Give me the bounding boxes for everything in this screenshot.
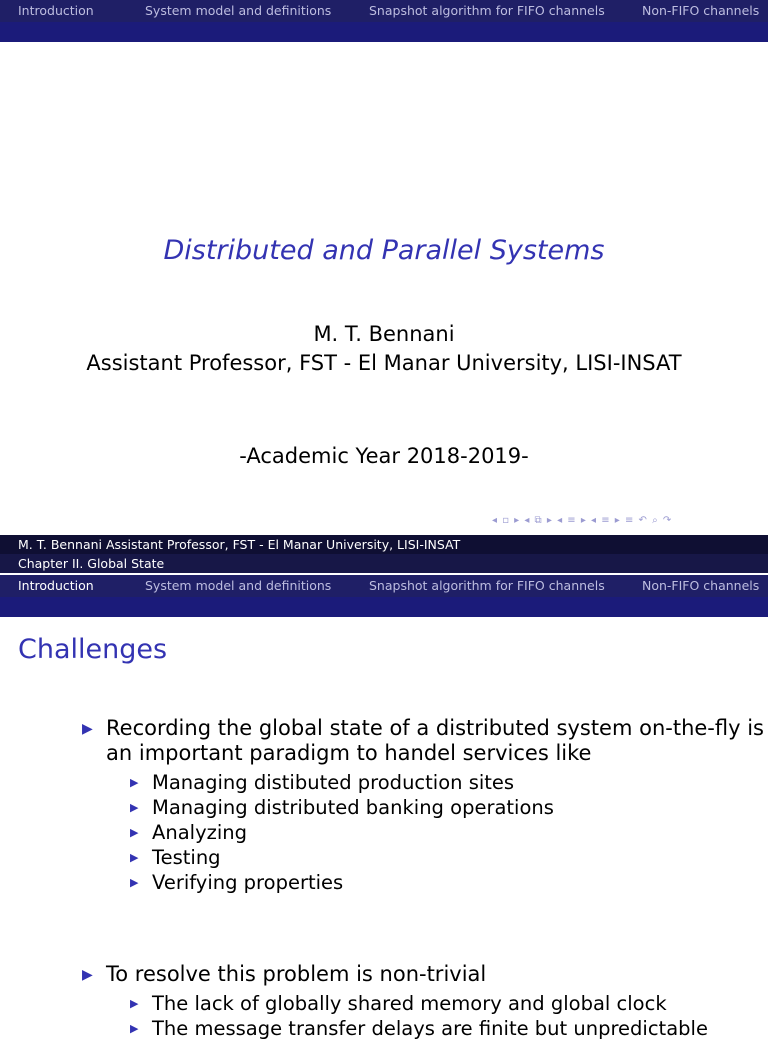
- bullet-triangle-icon: ▶: [130, 851, 139, 864]
- bullet-triangle-icon: ▶: [130, 876, 139, 889]
- beamer-navigation-icons[interactable]: ◂ ▫ ▸ ◂ ⧉ ▸ ◂ ≡ ▸ ◂ ≡ ▸ ≡ ↶ ⌕ ↷: [492, 515, 673, 526]
- sub-bullet-text: Managing distibuted production sites: [152, 771, 515, 794]
- footer-chapter-bar: [0, 554, 768, 573]
- sub-bullet-item: [106, 820, 764, 845]
- bullet-text-line: To resolve this problem is non-trivial: [106, 962, 487, 986]
- author-affiliation: Assistant Professor, FST - El Manar University, LISI-INSAT: [86, 351, 682, 375]
- sub-bullet-item: [106, 870, 764, 895]
- nav-snapshot-fifo[interactable]: Snapshot algorithm for FIFO channels: [369, 3, 605, 18]
- nav-system-model[interactable]: System model and definitions: [145, 578, 332, 593]
- footer-author: M. T. Bennani Assistant Professor, FST - El Manar University, LISI-INSAT: [18, 537, 461, 552]
- nav-non-fifo[interactable]: Non-FIFO channels: [642, 3, 760, 18]
- frame-title: Challenges: [18, 634, 168, 665]
- bullet-triangle-icon: ▶: [130, 997, 139, 1010]
- sub-bullet-item: [106, 845, 764, 870]
- sub-bullet-item: [106, 770, 764, 795]
- bullet-triangle-icon: ▶: [130, 776, 139, 789]
- sub-bullet-item: [106, 991, 708, 1016]
- footer-chapter: Chapter II. Global State: [18, 556, 165, 571]
- bullet-triangle-icon: ▶: [130, 801, 139, 814]
- author-name: M. T. Bennani: [313, 322, 455, 346]
- sub-bullet-item: [106, 1016, 708, 1041]
- sub-bullet-text: The lack of globally shared memory and global clock: [152, 992, 667, 1015]
- sub-bullet-item: [106, 795, 764, 820]
- slide2-navbar: [0, 575, 768, 597]
- bullet-triangle-icon: ▶: [82, 721, 93, 737]
- nav-snapshot-fifo[interactable]: Snapshot algorithm for FIFO channels: [369, 578, 605, 593]
- sub-bullet-text: Testing: [152, 846, 221, 869]
- academic-year: -Academic Year 2018-2019-: [239, 444, 529, 468]
- bullet-item: [78, 962, 708, 1041]
- bullet-item: [78, 716, 764, 895]
- sub-bullet-list: [106, 991, 708, 1041]
- bullet-list-1: [78, 716, 764, 895]
- nav-introduction[interactable]: Introduction: [18, 3, 94, 18]
- bullet-triangle-icon: ▶: [130, 826, 139, 839]
- sub-bullet-text: Verifying properties: [152, 871, 344, 894]
- nav-system-model[interactable]: System model and definitions: [145, 3, 332, 18]
- nav-non-fifo[interactable]: Non-FIFO channels: [642, 578, 760, 593]
- sub-bullet-text: Analyzing: [152, 821, 247, 844]
- bullet-list-2: [78, 962, 708, 1041]
- bullet-triangle-icon: ▶: [82, 967, 93, 983]
- presentation-title: Distributed and Parallel Systems: [163, 235, 605, 266]
- bullet-triangle-icon: ▶: [130, 1022, 139, 1035]
- sub-bullet-list: [106, 770, 764, 895]
- bullet-text-line: an important paradigm to handel services like: [106, 741, 592, 765]
- footer-author-bar: [0, 535, 768, 554]
- slide2-subbar: [0, 597, 768, 617]
- top-navbar: [0, 0, 768, 22]
- nav-introduction-active[interactable]: Introduction: [18, 578, 94, 593]
- sub-bullet-text: Managing distributed banking operations: [152, 796, 554, 819]
- bullet-text-line: Recording the global state of a distributed system on-the-fly is: [106, 716, 764, 740]
- sub-bullet-text: The message transfer delays are finite but unpredictable: [152, 1017, 708, 1040]
- top-subbar: [0, 22, 768, 42]
